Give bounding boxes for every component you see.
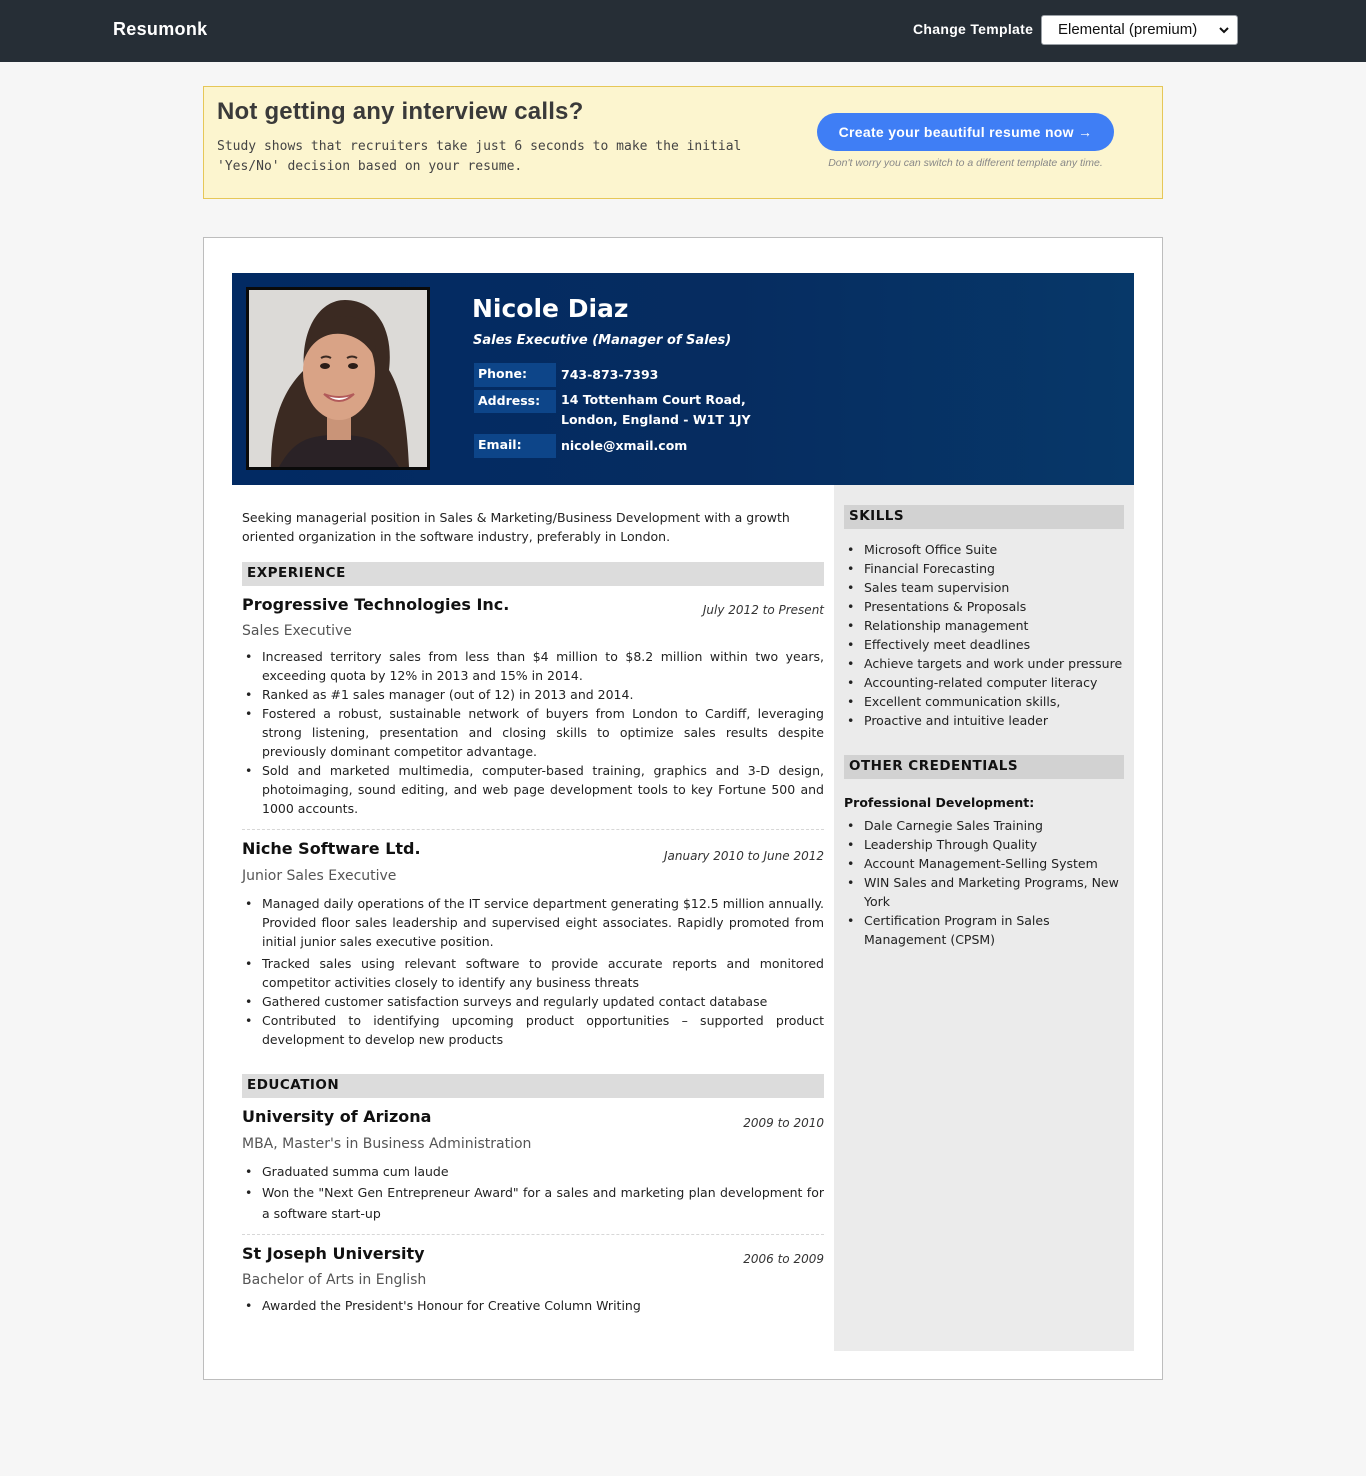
summary-text: Seeking managerial position in Sales & Marketing/Business Development with a growth oriented organization in the software industry, preferably in London. bbox=[242, 510, 790, 544]
job-bullets bbox=[262, 894, 824, 1049]
top-navbar bbox=[0, 0, 1366, 62]
list-item: • Excellent communication skills, bbox=[864, 692, 1124, 711]
list-item: • Presentations & Proposals bbox=[864, 597, 1124, 616]
list-item: • Account Management-Selling System bbox=[864, 854, 1124, 873]
skills-heading: SKILLS bbox=[844, 505, 1124, 529]
list-item: • Contributed to identifying upcoming product opportunities – supported product development to develop new products bbox=[262, 1011, 824, 1049]
candidate-name: Nicole Diaz bbox=[472, 294, 629, 323]
list-item: • Tracked sales using relevant software to provide accurate reports and monitored competitor activities closely to identify any business threats bbox=[262, 954, 824, 992]
address-line-2: London, England - W1T 1JY bbox=[561, 412, 751, 427]
list-item: • Awarded the President's Honour for Creative Column Writing bbox=[262, 1296, 824, 1315]
job-dates: January 2010 to June 2012 bbox=[663, 849, 824, 863]
chevron-down-icon bbox=[1217, 22, 1231, 38]
promo-note: Don't worry you can switch to a different template any time. bbox=[828, 157, 1103, 169]
job-dates: July 2012 to Present bbox=[702, 603, 824, 617]
list-item: • Won the "Next Gen Entrepreneur Award" for a sales and marketing plan development for a software start-up bbox=[262, 1182, 824, 1224]
list-item: • Sold and marketed multimedia, computer-based training, graphics and 3-D design, photoimaging, sound editing, and web page development tools to key Fortune 500 and 1000 accounts. bbox=[262, 761, 824, 818]
job-divider bbox=[242, 829, 824, 830]
job-title: Junior Sales Executive bbox=[242, 868, 397, 884]
template-select-value: Elemental (premium) bbox=[1058, 21, 1198, 38]
education-heading: EDUCATION bbox=[242, 1074, 824, 1098]
edu-divider bbox=[242, 1234, 824, 1235]
list-item: • Graduated summa cum laude bbox=[262, 1161, 824, 1182]
skills-list bbox=[864, 540, 1124, 730]
list-item: • Managed daily operations of the IT service department generating $12.5 million annually. Provided floor sales leadership and supervised eight associates. Rapidly promoted from initial junior sales executive position. bbox=[262, 894, 824, 951]
promo-title: Not getting any interview calls? bbox=[217, 98, 584, 125]
edu-bullets bbox=[262, 1161, 824, 1224]
credentials-list bbox=[864, 816, 1124, 949]
list-item: • Microsoft Office Suite bbox=[864, 540, 1124, 559]
experience-heading: EXPERIENCE bbox=[242, 562, 824, 586]
list-item: • Fostered a robust, sustainable network of buyers from London to Cardiff, leveraging strong listening, presentation and closing skills to optimize sales results despite previously dominant competitor advantage. bbox=[262, 704, 824, 761]
list-item: • Leadership Through Quality bbox=[864, 835, 1124, 854]
phone-label: Phone: bbox=[474, 363, 556, 387]
edu-dates: 2006 to 2009 bbox=[743, 1252, 824, 1266]
change-template-label: Change Template bbox=[913, 21, 1034, 37]
credentials-heading: OTHER CREDENTIALS bbox=[844, 755, 1124, 779]
list-item: • Gathered customer satisfaction surveys and regularly updated contact database bbox=[262, 992, 824, 1011]
list-item: • Dale Carnegie Sales Training bbox=[864, 816, 1124, 835]
create-resume-button[interactable]: Create your beautiful resume now → bbox=[817, 113, 1114, 151]
template-select[interactable] bbox=[1041, 15, 1238, 45]
email-label: Email: bbox=[474, 434, 556, 458]
brand-logo[interactable]: Resumonk bbox=[113, 19, 208, 39]
job-company: Niche Software Ltd. bbox=[242, 839, 421, 858]
edu-degree: MBA, Master's in Business Administration bbox=[242, 1136, 532, 1152]
list-item: • Accounting-related computer literacy bbox=[864, 673, 1124, 692]
edu-school: University of Arizona bbox=[242, 1107, 432, 1126]
email-value: nicole@xmail.com bbox=[561, 438, 688, 453]
edu-school: St Joseph University bbox=[242, 1244, 425, 1263]
job-title: Sales Executive bbox=[242, 623, 352, 639]
list-item: • Sales team supervision bbox=[864, 578, 1124, 597]
address-line-1: 14 Tottenham Court Road, bbox=[561, 392, 746, 407]
promo-text: Study shows that recruiters take just 6 seconds to make the initial 'Yes/No' decision based on your resume. bbox=[217, 139, 742, 174]
edu-dates: 2009 to 2010 bbox=[743, 1116, 824, 1130]
list-item: • Increased territory sales from less than $4 million to $8.2 million within two years, exceeding quota by 12% in 2013 and 15% in 2014. bbox=[262, 647, 824, 685]
profile-photo bbox=[246, 287, 430, 470]
edu-bullets bbox=[262, 1296, 824, 1315]
edu-degree: Bachelor of Arts in English bbox=[242, 1272, 427, 1288]
list-item: • Financial Forecasting bbox=[864, 559, 1124, 578]
list-item: • Relationship management bbox=[864, 616, 1124, 635]
list-item: • Proactive and intuitive leader bbox=[864, 711, 1124, 730]
list-item: • Ranked as #1 sales manager (out of 12) in 2013 and 2014. bbox=[262, 685, 824, 704]
list-item: • Effectively meet deadlines bbox=[864, 635, 1124, 654]
candidate-role: Sales Executive (Manager of Sales) bbox=[473, 333, 732, 348]
list-item: • Certification Program in Sales Management (CPSM) bbox=[864, 911, 1124, 949]
address-label: Address: bbox=[474, 390, 556, 413]
job-company: Progressive Technologies Inc. bbox=[242, 595, 510, 614]
list-item: • WIN Sales and Marketing Programs, New York bbox=[864, 873, 1124, 911]
credentials-subheading: Professional Development: bbox=[844, 795, 1035, 810]
job-bullets bbox=[262, 647, 824, 818]
list-item: • Achieve targets and work under pressure bbox=[864, 654, 1124, 673]
phone-value: 743-873-7393 bbox=[561, 367, 659, 382]
portrait-image bbox=[249, 290, 427, 467]
promo-banner bbox=[203, 86, 1163, 199]
